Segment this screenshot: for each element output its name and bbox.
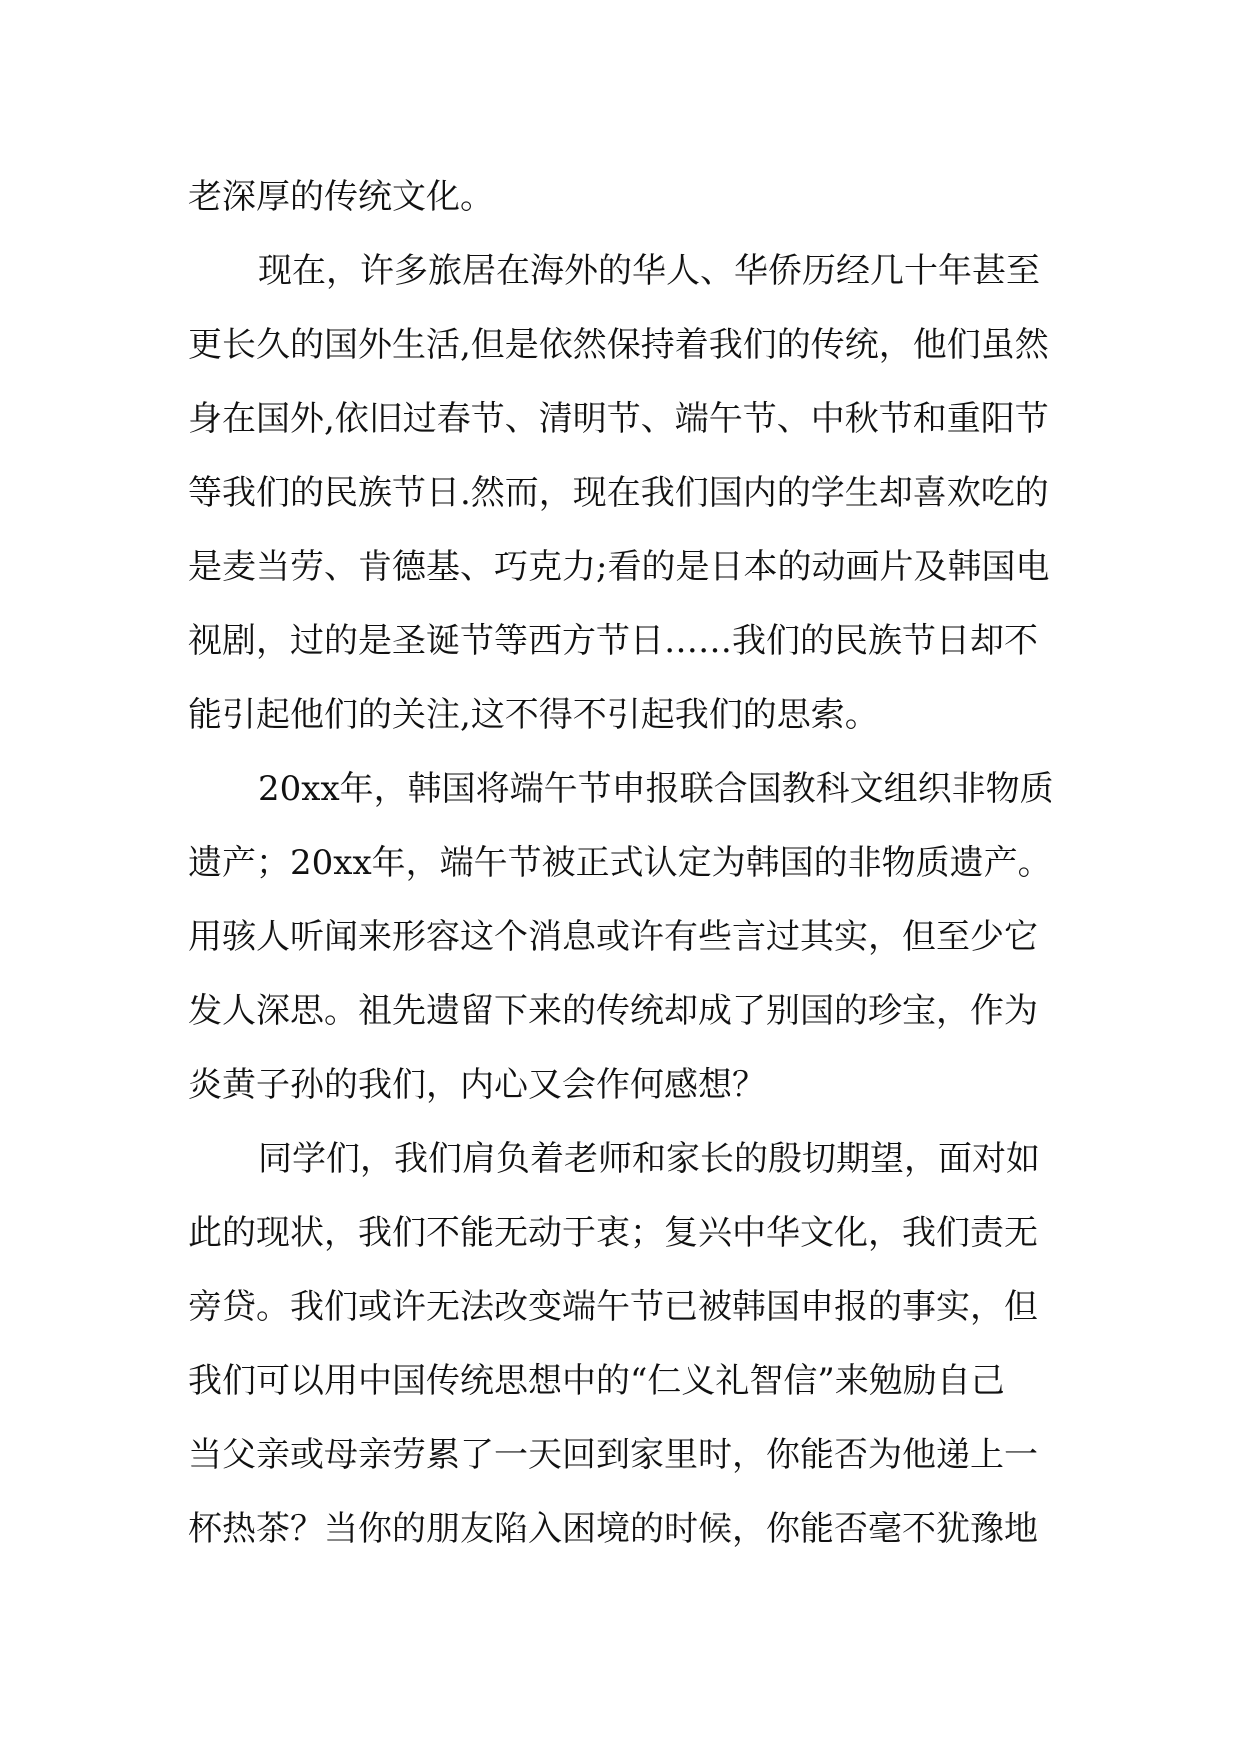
text-line: 老深厚的传统文化。 [188,177,494,217]
text-line: 是麦当劳、肯德基、巧克力;看的是日本的动画片及韩国电 [188,547,1050,587]
text-line: 我们可以用中国传统思想中的“仁义礼智信”来勉励自己 [188,1361,1005,1401]
text-line: 同学们，我们肩负着老师和家长的殷切期望，面对如 [258,1139,1040,1179]
text-line: 此的现状，我们不能无动于衷；复兴中华文化，我们责无 [188,1213,1038,1253]
text-line: 用骇人听闻来形容这个消息或许有些言过其实，但至少它 [188,917,1038,957]
text-line: 20xx年，韩国将端午节申报联合国教科文组织非物质 [258,769,1054,809]
text-line: 更长久的国外生活,但是依然保持着我们的传统，他们虽然 [188,325,1049,365]
text-line: 现在，许多旅居在海外的华人、华侨历经几十年甚至 [258,251,1040,291]
text-line: 旁贷。我们或许无法改变端午节已被韩国申报的事实，但 [188,1287,1038,1327]
text-line: 发人深思。祖先遗留下来的传统却成了别国的珍宝，作为 [188,991,1038,1031]
text-line: 炎黄子孙的我们，内心又会作何感想？ [188,1065,766,1105]
text-line: 能引起他们的关注,这不得不引起我们的思索。 [188,695,879,735]
text-line: 视剧，过的是圣诞节等西方节日……我们的民族节日却不 [188,621,1038,661]
text-line: 等我们的民族节日.然而，现在我们国内的学生却喜欢吃的 [188,473,1049,513]
body-text [188,160,1058,1566]
text-line: 杯热茶？当你的朋友陷入困境的时候，你能否毫不犹豫地 [188,1509,1038,1549]
text-line: 当父亲或母亲劳累了一天回到家里时，你能否为他递上一 [188,1435,1038,1475]
text-line: 遗产；20xx年，端午节被正式认定为韩国的非物质遗产。 [188,843,1052,883]
text-line: 身在国外,依旧过春节、清明节、端午节、中秋节和重阳节 [188,399,1049,439]
